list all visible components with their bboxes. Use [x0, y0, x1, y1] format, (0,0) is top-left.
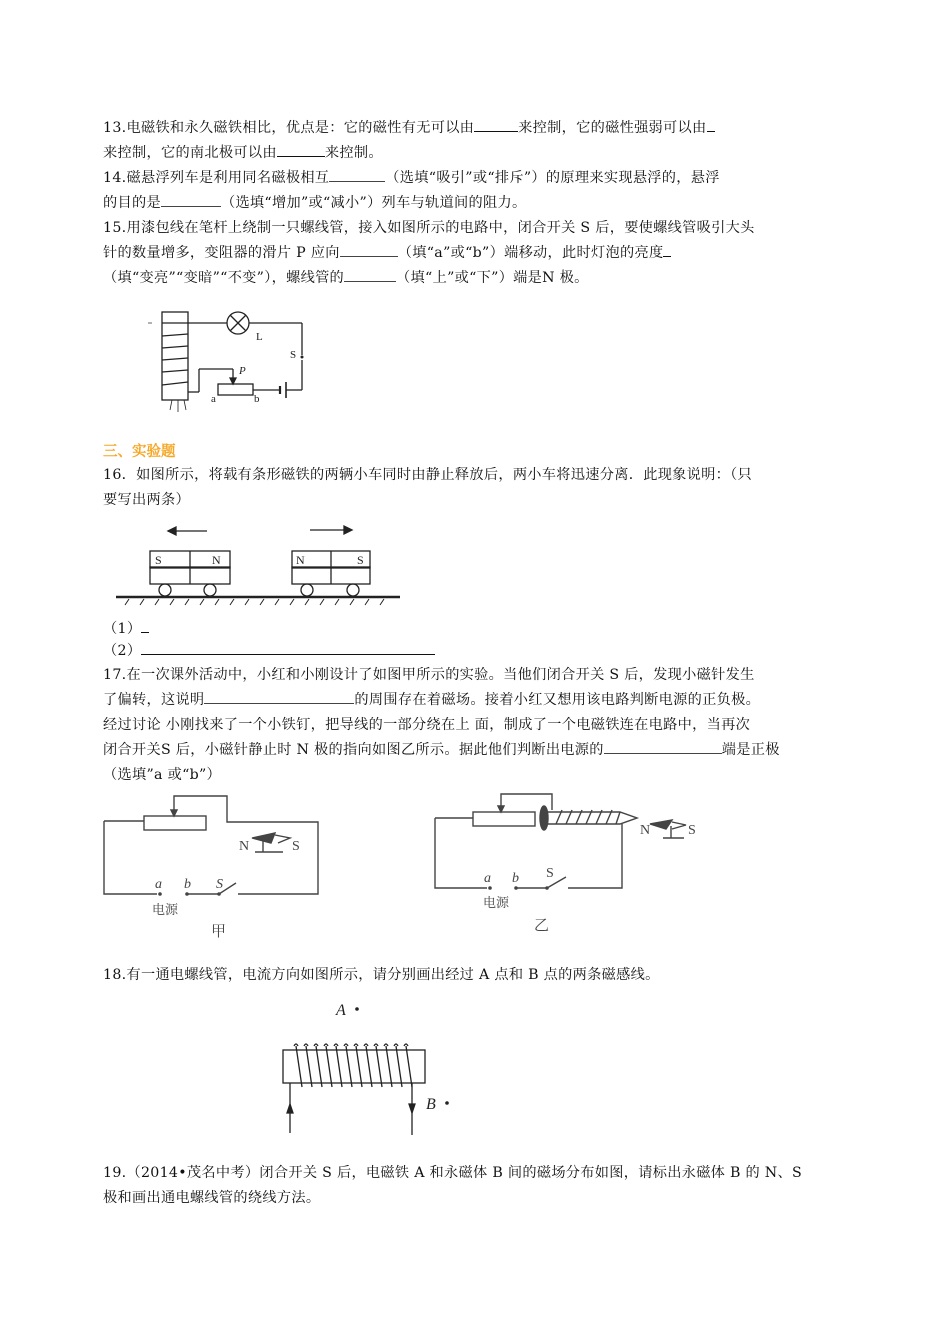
jia-terminal-b: b	[184, 877, 191, 892]
q18-line1: 18.有一通电螺线管，电流方向如图所示，请分别画出经过 A 点和 B 点的两条磁感线。	[103, 967, 660, 983]
q15-text-b: （填“a”或“b”）端移动，此时灯泡的亮度	[397, 245, 664, 261]
q15-blank-2[interactable]	[663, 241, 671, 257]
q17-line3: 经过讨论 小刚找来了一个小铁钉，把导线的一部分绕在上 面，制成了一个电磁铁连在电路中，当再次	[103, 717, 751, 733]
q13-line1	[103, 116, 853, 142]
jia-source-label: 电源	[152, 902, 179, 917]
lamp-label: L	[256, 331, 263, 343]
q14-blank-2[interactable]	[161, 191, 221, 207]
q15-text-a: 针的数量增多，变阻器的滑片 P 应向	[103, 245, 340, 261]
q17-line5: （选填”a 或“b”）	[103, 767, 222, 783]
point-a-label: A	[336, 1002, 346, 1019]
q17-text-c: 闭合开关S 后，小磁针静止时 N 极的指向如图乙所示。据此他们判断出电源的	[103, 742, 604, 758]
q17-blank-1[interactable]	[204, 688, 354, 704]
q16-carts-diagram	[110, 515, 410, 610]
yi-needle-n: N	[640, 823, 651, 838]
q15-line1: 15.用漆包线在笔杆上绕制一只螺线管，接入如图所示的电路中，闭合开关 S 后，要使螺线管吸引大头	[103, 220, 755, 236]
q13-blank-1[interactable]	[474, 116, 518, 132]
answer-2-blank[interactable]	[141, 639, 435, 655]
q14-text-b: （选填“吸引”或“排斥”）的原理来实现悬浮的，悬浮	[385, 170, 720, 186]
q13-blank-3[interactable]	[277, 141, 325, 157]
q14-line1	[103, 166, 853, 192]
end-b-label: b	[254, 393, 260, 405]
q19-line1: 19.（2014•茂名中考）闭合开关 S 后，电磁铁 A 和永磁体 B 间的磁场分布如图，请标出永磁体 B 的 N、S	[103, 1165, 803, 1181]
q15-blank-1[interactable]	[340, 241, 398, 257]
yi-source-label: 电源	[483, 895, 510, 910]
q15-line3	[103, 266, 853, 292]
jia-terminal-a: a	[155, 877, 162, 892]
yi-needle-s: S	[688, 823, 696, 838]
q17-text-b: 的周围存在着磁场。接着小红又想用该电路判断电源的正负极。	[354, 692, 761, 708]
cart2-left-pole: N	[296, 553, 305, 567]
q13-line2	[103, 141, 853, 167]
q13-text-c: 来控制，它的南北极可以由	[103, 145, 277, 161]
q16-line2: 要写出两条）	[103, 492, 190, 508]
q14-text-c: 的目的是	[103, 195, 161, 211]
q15-text-c: （填“变亮”“变暗”“不变”），螺线管的	[103, 270, 345, 286]
answer-1-label: （1）	[103, 621, 142, 637]
jia-switch-label: S	[216, 877, 223, 892]
cart1-right-pole: N	[212, 553, 221, 567]
q13-text-b: 来控制，它的磁性强弱可以由	[518, 120, 707, 136]
q17-figure-yi	[425, 790, 705, 940]
q17-line2	[103, 688, 853, 714]
q14-line2	[103, 191, 853, 217]
q15-blank-3[interactable]	[344, 266, 396, 282]
yi-caption: 乙	[534, 918, 550, 934]
cart2-right-pole: S	[357, 553, 364, 567]
end-a-label: a	[211, 393, 216, 405]
yi-switch-label: S	[546, 866, 554, 881]
jia-needle-s: S	[292, 839, 300, 854]
section-title: 三、实验题	[103, 444, 176, 460]
q15-text-d: （填“上”或“下”）端是N 极。	[396, 270, 589, 286]
answer-1-blank[interactable]	[141, 617, 149, 633]
q19-line2: 极和画出通电螺线管的绕线方法。	[103, 1190, 321, 1206]
q13-text-d: 来控制。	[324, 145, 383, 161]
q14-text-d: （选填“增加”或“减小”）列车与轨道间的阻力。	[220, 195, 527, 211]
q14-text-a: 14.磁悬浮列车是利用同名磁极相互	[103, 170, 330, 186]
q16-line1: 16．如图所示，将载有条形磁铁的两辆小车同时由静止释放后，两小车将迅速分离．此现象说明：（只	[103, 467, 753, 483]
q18-solenoid-diagram	[270, 995, 470, 1140]
q17-figure-jia	[95, 790, 335, 940]
q13-blank-2[interactable]	[707, 116, 715, 132]
jia-needle-n: N	[239, 839, 250, 854]
answer-2-label: （2）	[103, 643, 142, 659]
slider-label: P	[239, 365, 246, 377]
q16-answer-2	[103, 639, 853, 665]
q15-circuit-diagram	[140, 305, 320, 420]
switch-label: S	[290, 349, 297, 361]
cart1-left-pole: S	[155, 553, 162, 567]
q14-blank-1[interactable]	[329, 166, 385, 182]
yi-terminal-a: a	[484, 871, 491, 886]
q13-text-a: 13.电磁铁和永久磁铁相比，优点是：它的磁性有无可以由	[103, 120, 475, 136]
yi-terminal-b: b	[512, 871, 519, 886]
point-b-label: B	[426, 1096, 436, 1113]
q17-text-a: 了偏转，这说明	[103, 692, 205, 708]
q17-blank-2[interactable]	[604, 738, 722, 754]
jia-caption: 甲	[211, 924, 227, 940]
q17-line4	[103, 738, 853, 764]
q17-line1: 17.在一次课外活动中，小红和小刚设计了如图甲所示的实验。当他们闭合开关 S 后，发现小磁针发生	[103, 667, 755, 683]
q17-text-d: 端是正极	[721, 742, 780, 758]
q15-line2	[103, 241, 853, 267]
